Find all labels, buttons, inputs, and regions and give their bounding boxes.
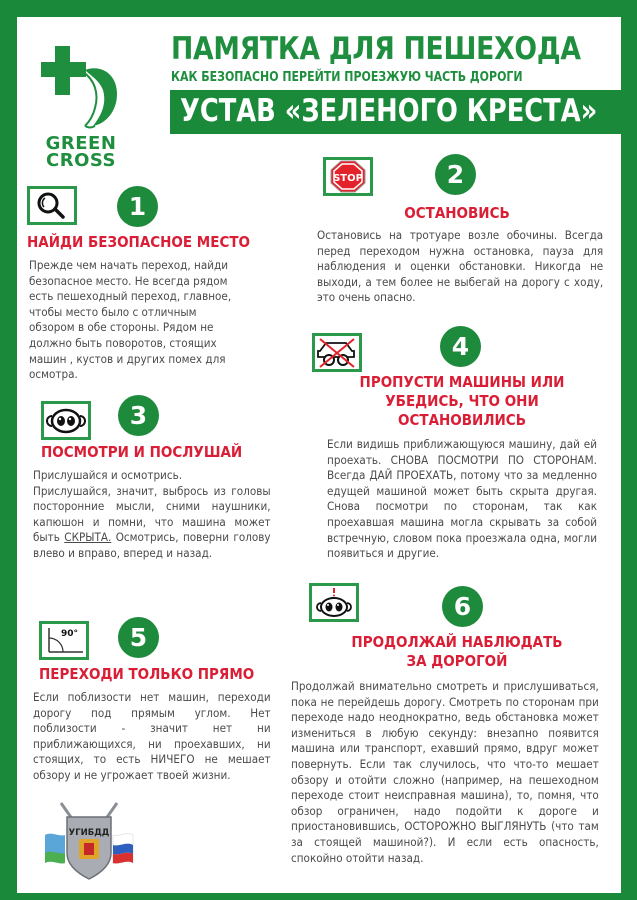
rule-3-main: Прислушайся, значит, выбрось из головы посторонние мысли, сними наушники, капюшон и помни, что машина может быть [33, 483, 271, 545]
alert-face-icon [313, 587, 355, 619]
rule-5-heading: ПЕРЕХОДИ ТОЛЬКО ПРЯМО [39, 665, 255, 683]
rule-1-line: чтобы место было с отличным [29, 304, 197, 319]
rule-4-number-badge: 4 [440, 326, 481, 367]
stop-sign-icon [328, 160, 368, 193]
rule-4-heading-line: ОСТАНОВИЛИСЬ [398, 411, 526, 429]
rule-1-line: должно быть поворотов, стоящих [29, 335, 217, 350]
crossed-car-icon [316, 337, 358, 369]
rule-2-heading: ОСТАНОВИСЬ [404, 204, 510, 222]
emblem-label: УГИБДД [68, 828, 110, 838]
rule-2-text: Остановись на тротуаре возле обочины. Всегда перед переходом нужна остановка, пауза для наблюдения и оценки обстановки. Никогда не выходи, а тем более не выбегай на дорогу с ходу, это очень опасно. [317, 228, 604, 305]
rule-1-line: обзором в обе стороны. Рядом не [29, 320, 214, 335]
rule-3-text [33, 468, 271, 562]
rule-3-underlined: СКРЫТА. [64, 530, 112, 545]
rule-4-text: Если видишь приближающуюся машину, дай ей проехать. СНОВА ПОСМОТРИ ПО СТОРОНАМ. Всегда ДАЙ ПРОЕХАТЬ, потому что за медленно едущей машиной может быть скрыта другая. Снова посмотри по сторонам, так как проехавшая машина могла скрывать за собой встречную, словом пока проезжала одна, могли появиться и другие. [327, 437, 597, 561]
rule-4-icon-box [312, 333, 362, 372]
logo-wordmark [41, 135, 121, 169]
rule-1-icon-box [27, 186, 77, 225]
rule-1-line: безопасное место. Не всегда рядом [29, 273, 228, 288]
rule-3-number-badge: 3 [118, 395, 159, 436]
rule-1-text [29, 258, 277, 383]
rule-5-icon-box [39, 621, 89, 660]
rule-5-number-badge: 5 [118, 617, 159, 658]
magnifier-icon [33, 191, 71, 221]
rule-1-line: машин , кустов и других помех для [29, 351, 226, 366]
face-eyes-ears-icon [45, 407, 87, 435]
police-emblem-icon [39, 797, 139, 882]
rule-1-number-badge: 1 [117, 186, 158, 227]
rule-6-number-badge: 6 [442, 586, 483, 627]
rule-3-icon-box [41, 401, 91, 440]
angle-label: 90° [61, 628, 79, 639]
rule-4-heading-line: УБЕДИСЬ, ЧТО ОНИ [385, 392, 539, 410]
rule-6-heading-line: ПРОДОЛЖАЙ НАБЛЮДАТЬ [351, 633, 563, 651]
logo-line-cross: CROSS [46, 150, 116, 171]
stop-sign-label: STOP [333, 173, 363, 184]
banner-text: УСТАВ «ЗЕЛЕНОГО КРЕСТА» [180, 93, 598, 129]
rule-1-line: есть пешеходный переход, главное, [29, 289, 232, 304]
green-cross-logo-icon [39, 42, 129, 137]
rule-2-number-badge: 2 [435, 154, 476, 195]
rule-3-intro: Прислушайся и осмотрись. [33, 468, 183, 482]
rule-6-heading [327, 633, 588, 671]
rule-6-icon-box [309, 583, 359, 622]
rule-1-heading: НАЙДИ БЕЗОПАСНОЕ МЕСТО [27, 233, 251, 251]
page-title: ПАМЯТКА ДЛЯ ПЕШЕХОДА [171, 31, 581, 67]
poster-sheet [17, 17, 621, 893]
right-angle-icon [43, 626, 85, 656]
rule-2-icon-box [323, 157, 373, 196]
rule-3-end: Осмотрись, поверни голову влево и вправо, вперед и назад. [33, 530, 271, 560]
rule-6-text: Продолжай внимательно смотреть и прислушиваться, пока не перейдешь дорогу. Смотреть по сторонам при переходе надо неоднократно, ведь обстановка может измениться в любую секунду: внезапно появится машина или транспорт, ехавший прямо, вдруг может повернуть. Если так случилось, что что-то мешает обзору и отойти сложно (например, на пешеходном переходе стоит неисправная машина), то, помня, что обзор ограничен, надо подойти к дороге и приостановившись, ОСТОРОЖНО ВЫГЛЯНУТЬ (что там за стоящей машиной?). И если есть опасность, спокойно отойти назад. [291, 679, 599, 865]
title-banner [170, 90, 621, 134]
rule-1-line: осмотра. [29, 367, 78, 382]
logo-line-green: GREEN [45, 133, 117, 154]
rule-1-line: Прежде чем начать переход, найди [29, 258, 229, 272]
rule-4-heading-line: ПРОПУСТИ МАШИНЫ ИЛИ [359, 373, 565, 391]
rule-4-heading [327, 373, 597, 430]
rule-3-heading: ПОСМОТРИ И ПОСЛУШАЙ [41, 443, 243, 461]
rule-6-heading-line: ЗА ДОРОГОЙ [406, 652, 508, 670]
rule-5-text: Если поблизости нет машин, переходи дорогу под прямым углом. Нет поблизости - значит нет ни приближающихся, ни проехавших, ни стоящих, то есть НИЧЕГО не мешает обзору и не угрожает твоей жизни. [33, 690, 271, 782]
page-subtitle: КАК БЕЗОПАСНО ПЕРЕЙТИ ПРОЕЗЖУЮ ЧАСТЬ ДОРОГИ [171, 70, 523, 85]
